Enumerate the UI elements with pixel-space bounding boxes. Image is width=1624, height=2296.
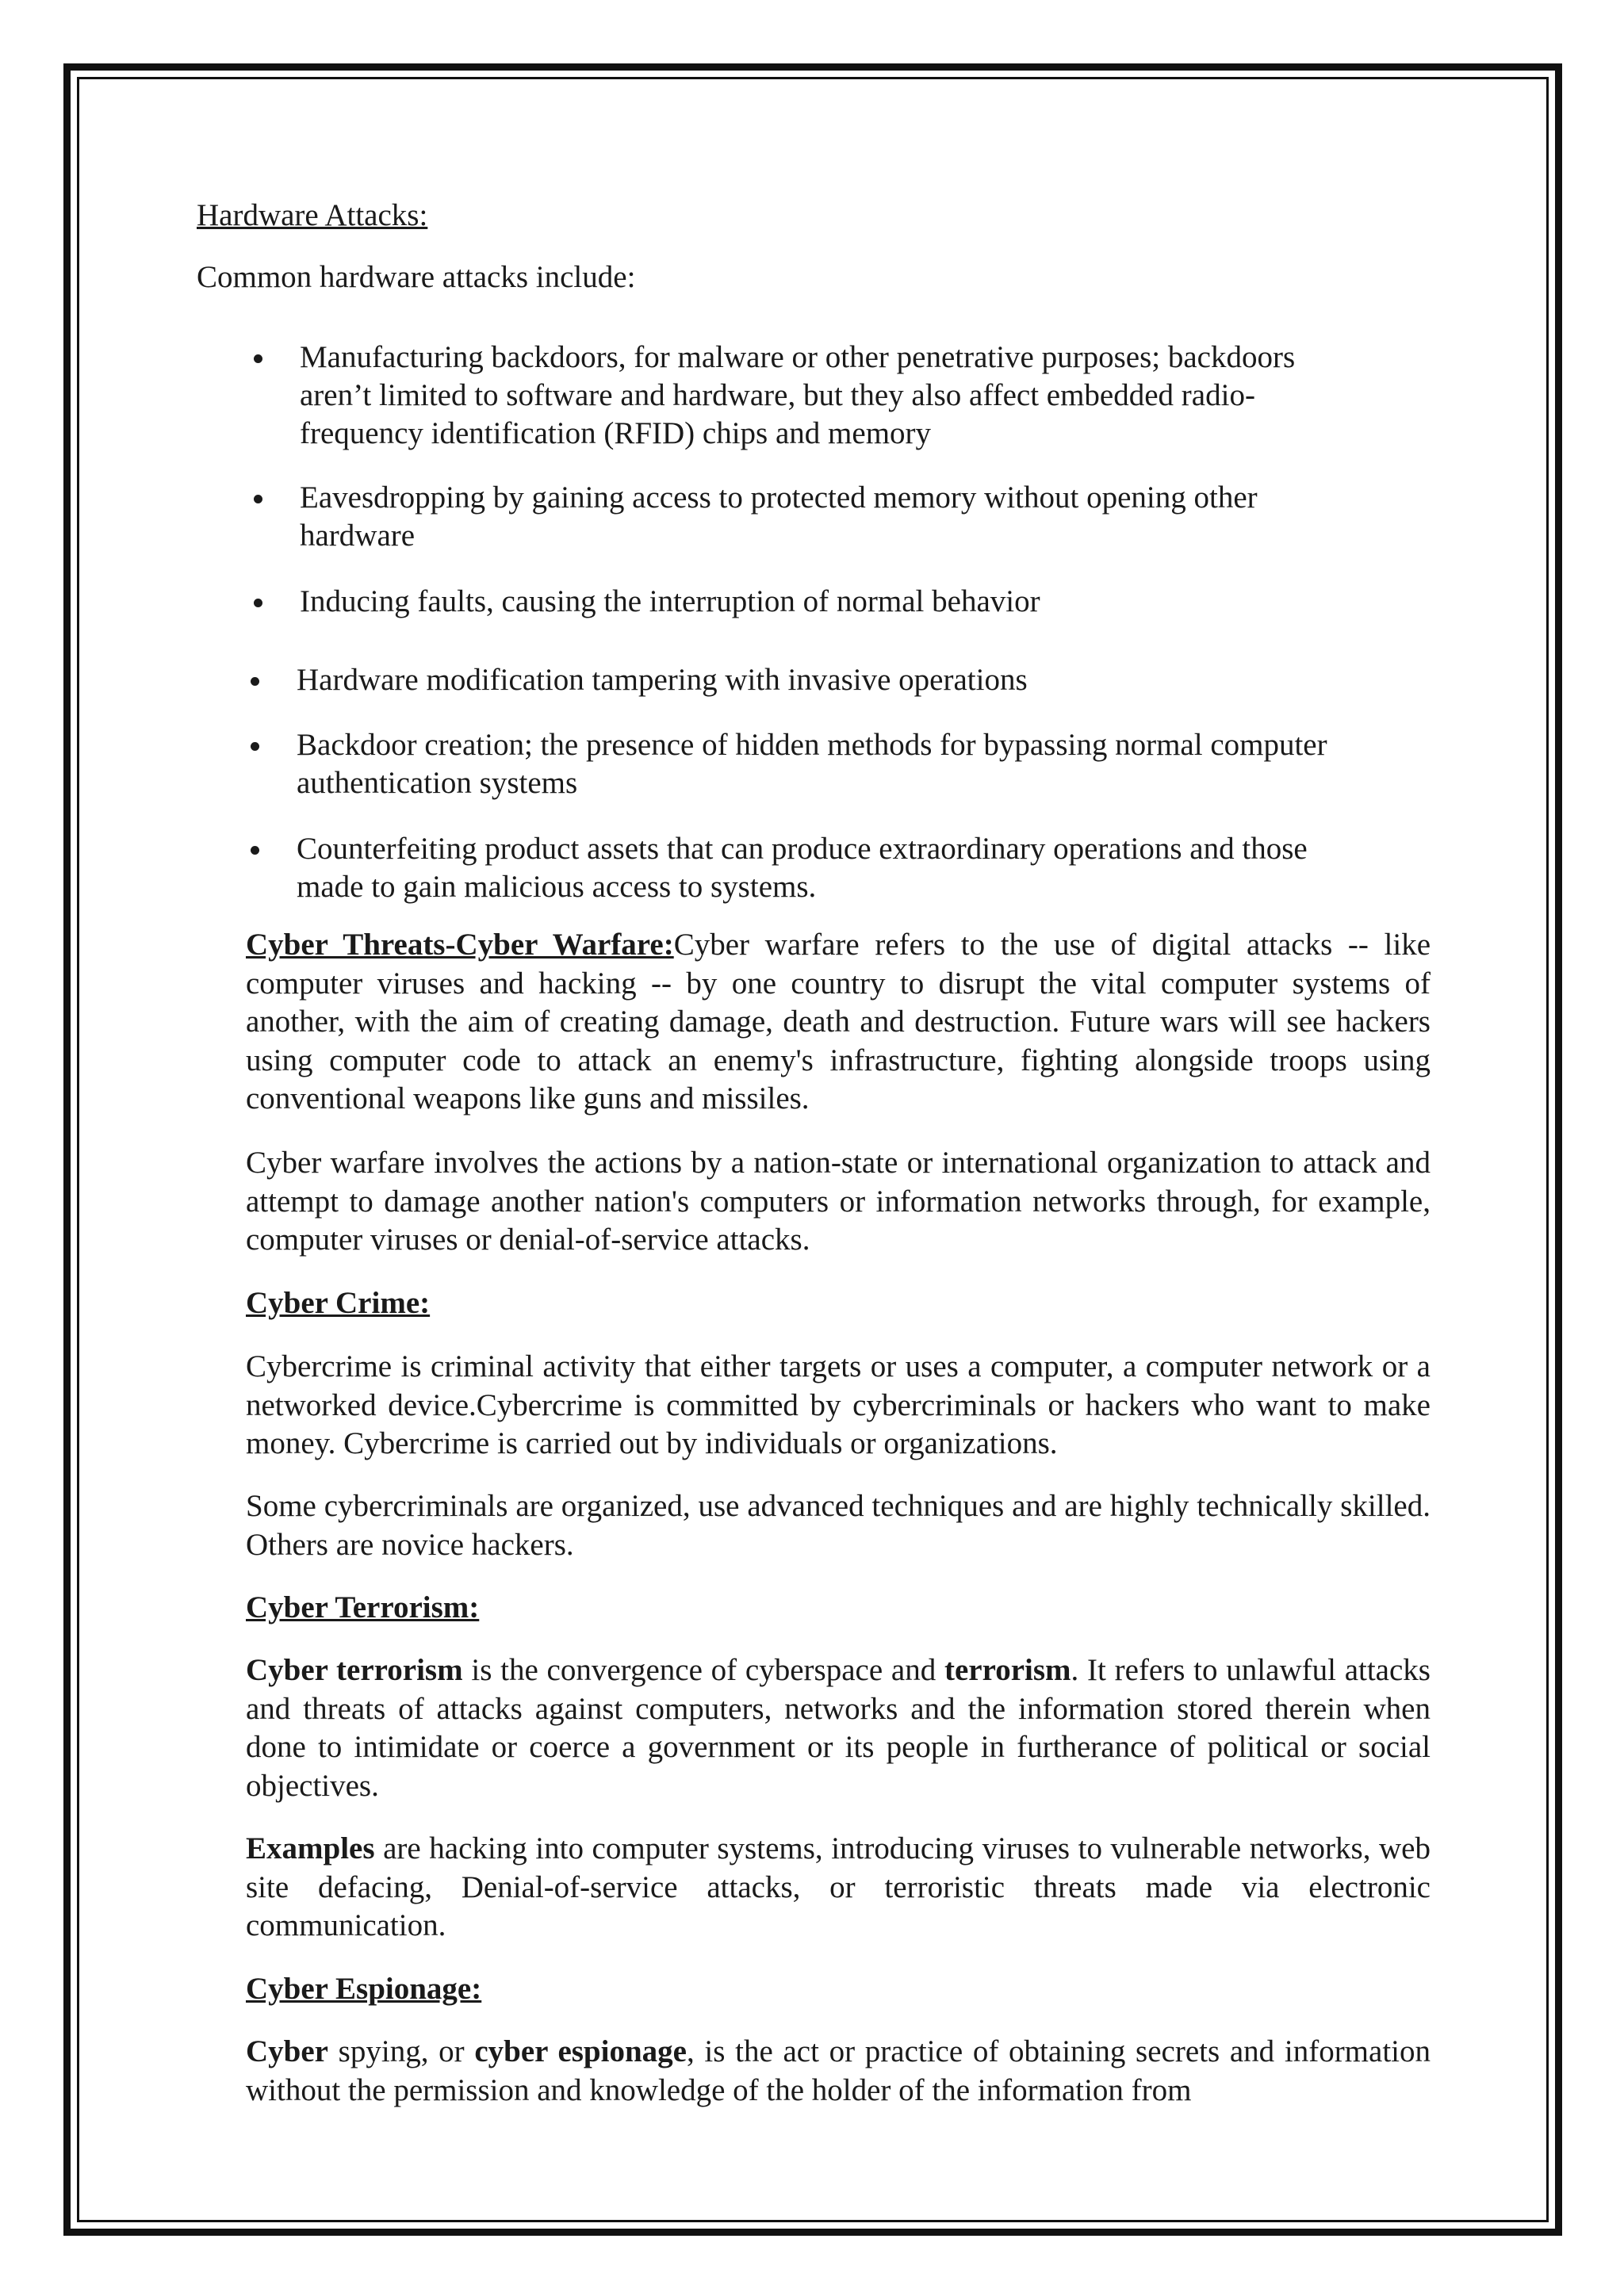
cyber-warfare-paragraph-2: Cyber warfare involves the actions by a nation-state or international organization to attack and attempt to damage another nation's computers or information networks through, for example, computer viruses or denial-of-service attacks.: [246, 1146, 1431, 1257]
cyber-crime-paragraph-2: Some cybercriminals are organized, use advanced techniques and are highly technically skilled. Others are novice hackers.: [246, 1489, 1431, 1562]
list-item-text: Manufacturing backdoors, for malware or other penetrative purposes; backdoors aren’t limited to software and hardware, but they also affect embedded radio- frequency identification (RFID) chips and memory: [300, 340, 1296, 450]
term-cyber-espionage: cyber espionage: [474, 2034, 687, 2068]
term-cyber: Cyber: [246, 2034, 328, 2068]
list-item-text: Backdoor creation; the presence of hidden methods for bypassing normal computer authentication systems: [297, 728, 1327, 800]
list-item: [254, 479, 1491, 555]
term-cyber-terrorism: Cyber terrorism: [246, 1653, 463, 1687]
espionage-text-1: spying, or: [327, 2034, 475, 2068]
list-item-text: Inducing faults, causing the interruption of normal behavior: [300, 584, 1040, 618]
cyber-warfare-paragraph: [246, 926, 1431, 1119]
bullet-icon: [254, 495, 262, 503]
bullet-icon: [254, 354, 262, 363]
hardware-attacks-intro: Common hardware attacks include:: [197, 260, 636, 294]
examples-text: are hacking into computer systems, introducing viruses to vulnerable networks, web site defacing, Denial-of-service attacks, or terroristic threats made via electronic communication.: [246, 1831, 1431, 1942]
hardware-attacks-heading: Hardware Attacks:: [197, 198, 428, 232]
list-item-text: Hardware modification tampering with invasive operations: [297, 663, 1028, 697]
cyber-terrorism-text-1: is the convergence of cyberspace and: [462, 1653, 944, 1687]
list-item: [251, 726, 1488, 802]
cyber-terrorism-examples-paragraph: [246, 1830, 1431, 1946]
cyber-espionage-paragraph: [246, 2033, 1431, 2110]
cyber-warfare-heading: Cyber Threats-Cyber Warfare:: [246, 928, 674, 962]
list-item: [254, 339, 1491, 453]
term-terrorism: terrorism: [944, 1653, 1071, 1687]
cyber-espionage-heading: Cyber Espionage:: [246, 1972, 482, 2006]
cyber-crime-heading: Cyber Crime:: [246, 1286, 431, 1320]
cyber-terrorism-text-2: . It refers to unlawful attacks and threats of attacks against computers, networks and the information stored therein when done to intimidate or coerce a government or its people in furtherance of political or social objectives.: [246, 1653, 1431, 1803]
term-examples: Examples: [246, 1831, 375, 1866]
list-item: [251, 830, 1488, 906]
espionage-text-2: , is the act or practice of obtaining secrets and information without the permission and knowledge of the holder of the information from: [246, 2034, 1431, 2107]
bullet-icon: [251, 677, 259, 686]
cyber-crime-paragraph: Cybercrime is criminal activity that either targets or uses a computer, a computer network or a networked device.Cybercrime is committed by cybercriminals or hackers who want to make money. Cybercrime is carried out by individuals or organizations.: [246, 1349, 1431, 1460]
list-item-text: Counterfeiting product assets that can produce extraordinary operations and those made to gain malicious access to systems.: [297, 832, 1308, 904]
list-item-text: Eavesdropping by gaining access to protected memory without opening other hardware: [300, 480, 1258, 553]
cyber-warfare-text: Cyber warfare refers to the use of digital attacks -- like computer viruses and hacking -- by one country to disrupt the vital computer systems of another, with the aim of creating damage, death and destruction. Future wars will see hackers using computer code to attack an enemy's infrastructure, fighting alongside troops using conventional weapons like guns and missiles.: [246, 928, 1431, 1115]
bullet-icon: [254, 599, 262, 607]
cyber-terrorism-heading: Cyber Terrorism:: [246, 1590, 480, 1624]
list-item: [254, 583, 1491, 621]
list-item: [251, 661, 1488, 699]
cyber-terrorism-paragraph: [246, 1651, 1431, 1805]
bullet-icon: [251, 742, 259, 751]
bullet-icon: [251, 846, 259, 855]
